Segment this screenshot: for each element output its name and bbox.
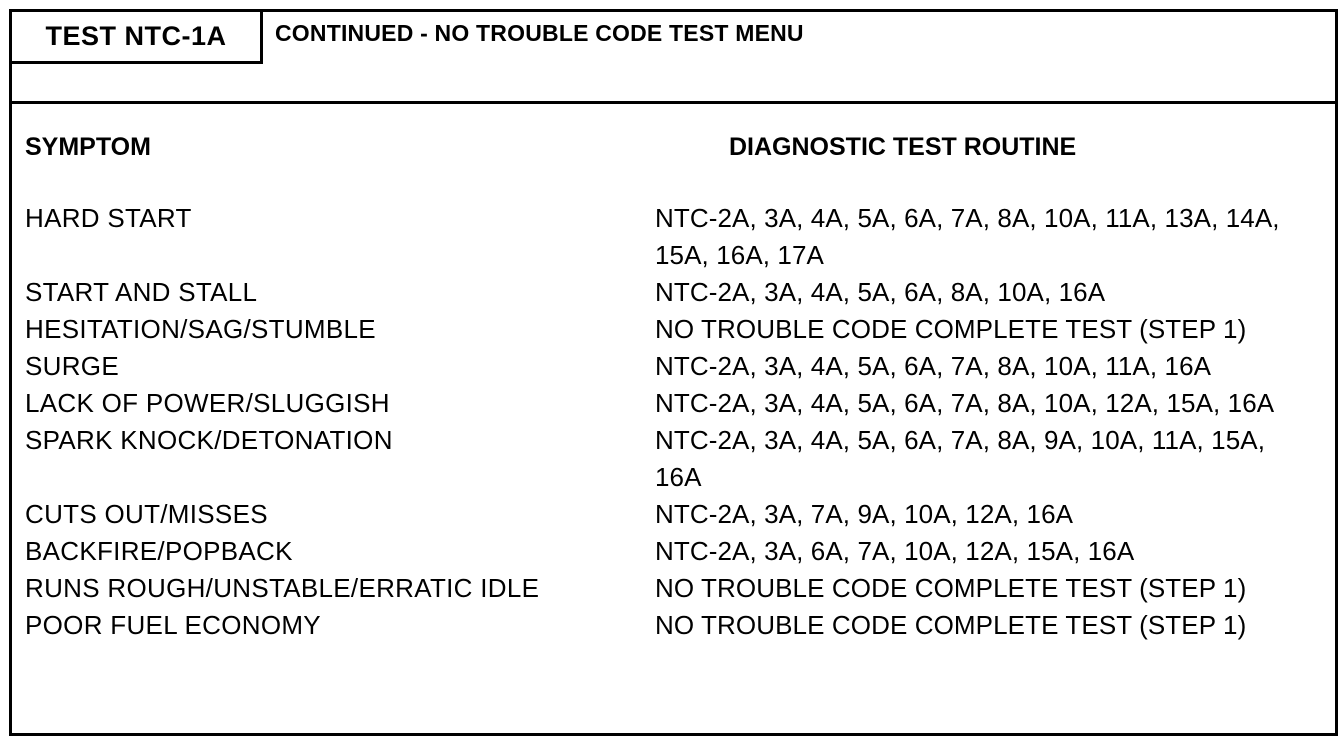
symptom-cell: HARD START <box>25 203 192 233</box>
table-row <box>0 422 1344 496</box>
symptom-cell: POOR FUEL ECONOMY <box>25 610 321 640</box>
table-row <box>0 385 1344 422</box>
routine-cell: NTC-2A, 3A, 6A, 7A, 10A, 12A, 15A, 16A <box>655 536 1135 566</box>
symptom-cell: SPARK KNOCK/DETONATION <box>25 425 393 455</box>
symptom-cell: HESITATION/SAG/STUMBLE <box>25 314 376 344</box>
test-id: TEST NTC-1A <box>45 21 227 51</box>
test-id-box <box>12 12 263 64</box>
symptom-cell: RUNS ROUGH/UNSTABLE/ERRATIC IDLE <box>25 573 540 603</box>
routine-cell: NTC-2A, 3A, 4A, 5A, 6A, 7A, 8A, 9A, 10A, 11A, 15A, 16A <box>655 425 1266 492</box>
routine-cell: NTC-2A, 3A, 7A, 9A, 10A, 12A, 16A <box>655 499 1074 529</box>
table-row <box>0 311 1344 348</box>
routine-cell: NTC-2A, 3A, 4A, 5A, 6A, 8A, 10A, 16A <box>655 277 1106 307</box>
table-row <box>0 607 1344 644</box>
symptom-cell: BACKFIRE/POPBACK <box>25 536 293 566</box>
routine-cell: NO TROUBLE CODE COMPLETE TEST (STEP 1) <box>655 573 1247 603</box>
symptom-table <box>0 200 1344 644</box>
routine-cell: NTC-2A, 3A, 4A, 5A, 6A, 7A, 8A, 10A, 12A, 15A, 16A <box>655 388 1275 418</box>
routine-cell: NTC-2A, 3A, 4A, 5A, 6A, 7A, 8A, 10A, 11A, 16A <box>655 351 1212 381</box>
symptom-cell: LACK OF POWER/SLUGGISH <box>25 388 390 418</box>
routine-cell: NTC-2A, 3A, 4A, 5A, 6A, 7A, 8A, 10A, 11A, 13A, 14A, 15A, 16A, 17A <box>655 203 1280 270</box>
table-row <box>0 533 1344 570</box>
symptom-cell: SURGE <box>25 351 119 381</box>
symptom-cell: START AND STALL <box>25 277 258 307</box>
column-header-symptom: SYMPTOM <box>25 133 151 161</box>
table-row <box>0 200 1344 274</box>
table-row <box>0 496 1344 533</box>
table-row <box>0 570 1344 607</box>
table-row <box>0 274 1344 311</box>
page-subtitle: CONTINUED - NO TROUBLE CODE TEST MENU <box>275 20 804 46</box>
routine-cell: NO TROUBLE CODE COMPLETE TEST (STEP 1) <box>655 610 1247 640</box>
routine-cell: NO TROUBLE CODE COMPLETE TEST (STEP 1) <box>655 314 1247 344</box>
column-header-routine: DIAGNOSTIC TEST ROUTINE <box>729 133 1077 161</box>
symptom-cell: CUTS OUT/MISSES <box>25 499 268 529</box>
table-row <box>0 348 1344 385</box>
